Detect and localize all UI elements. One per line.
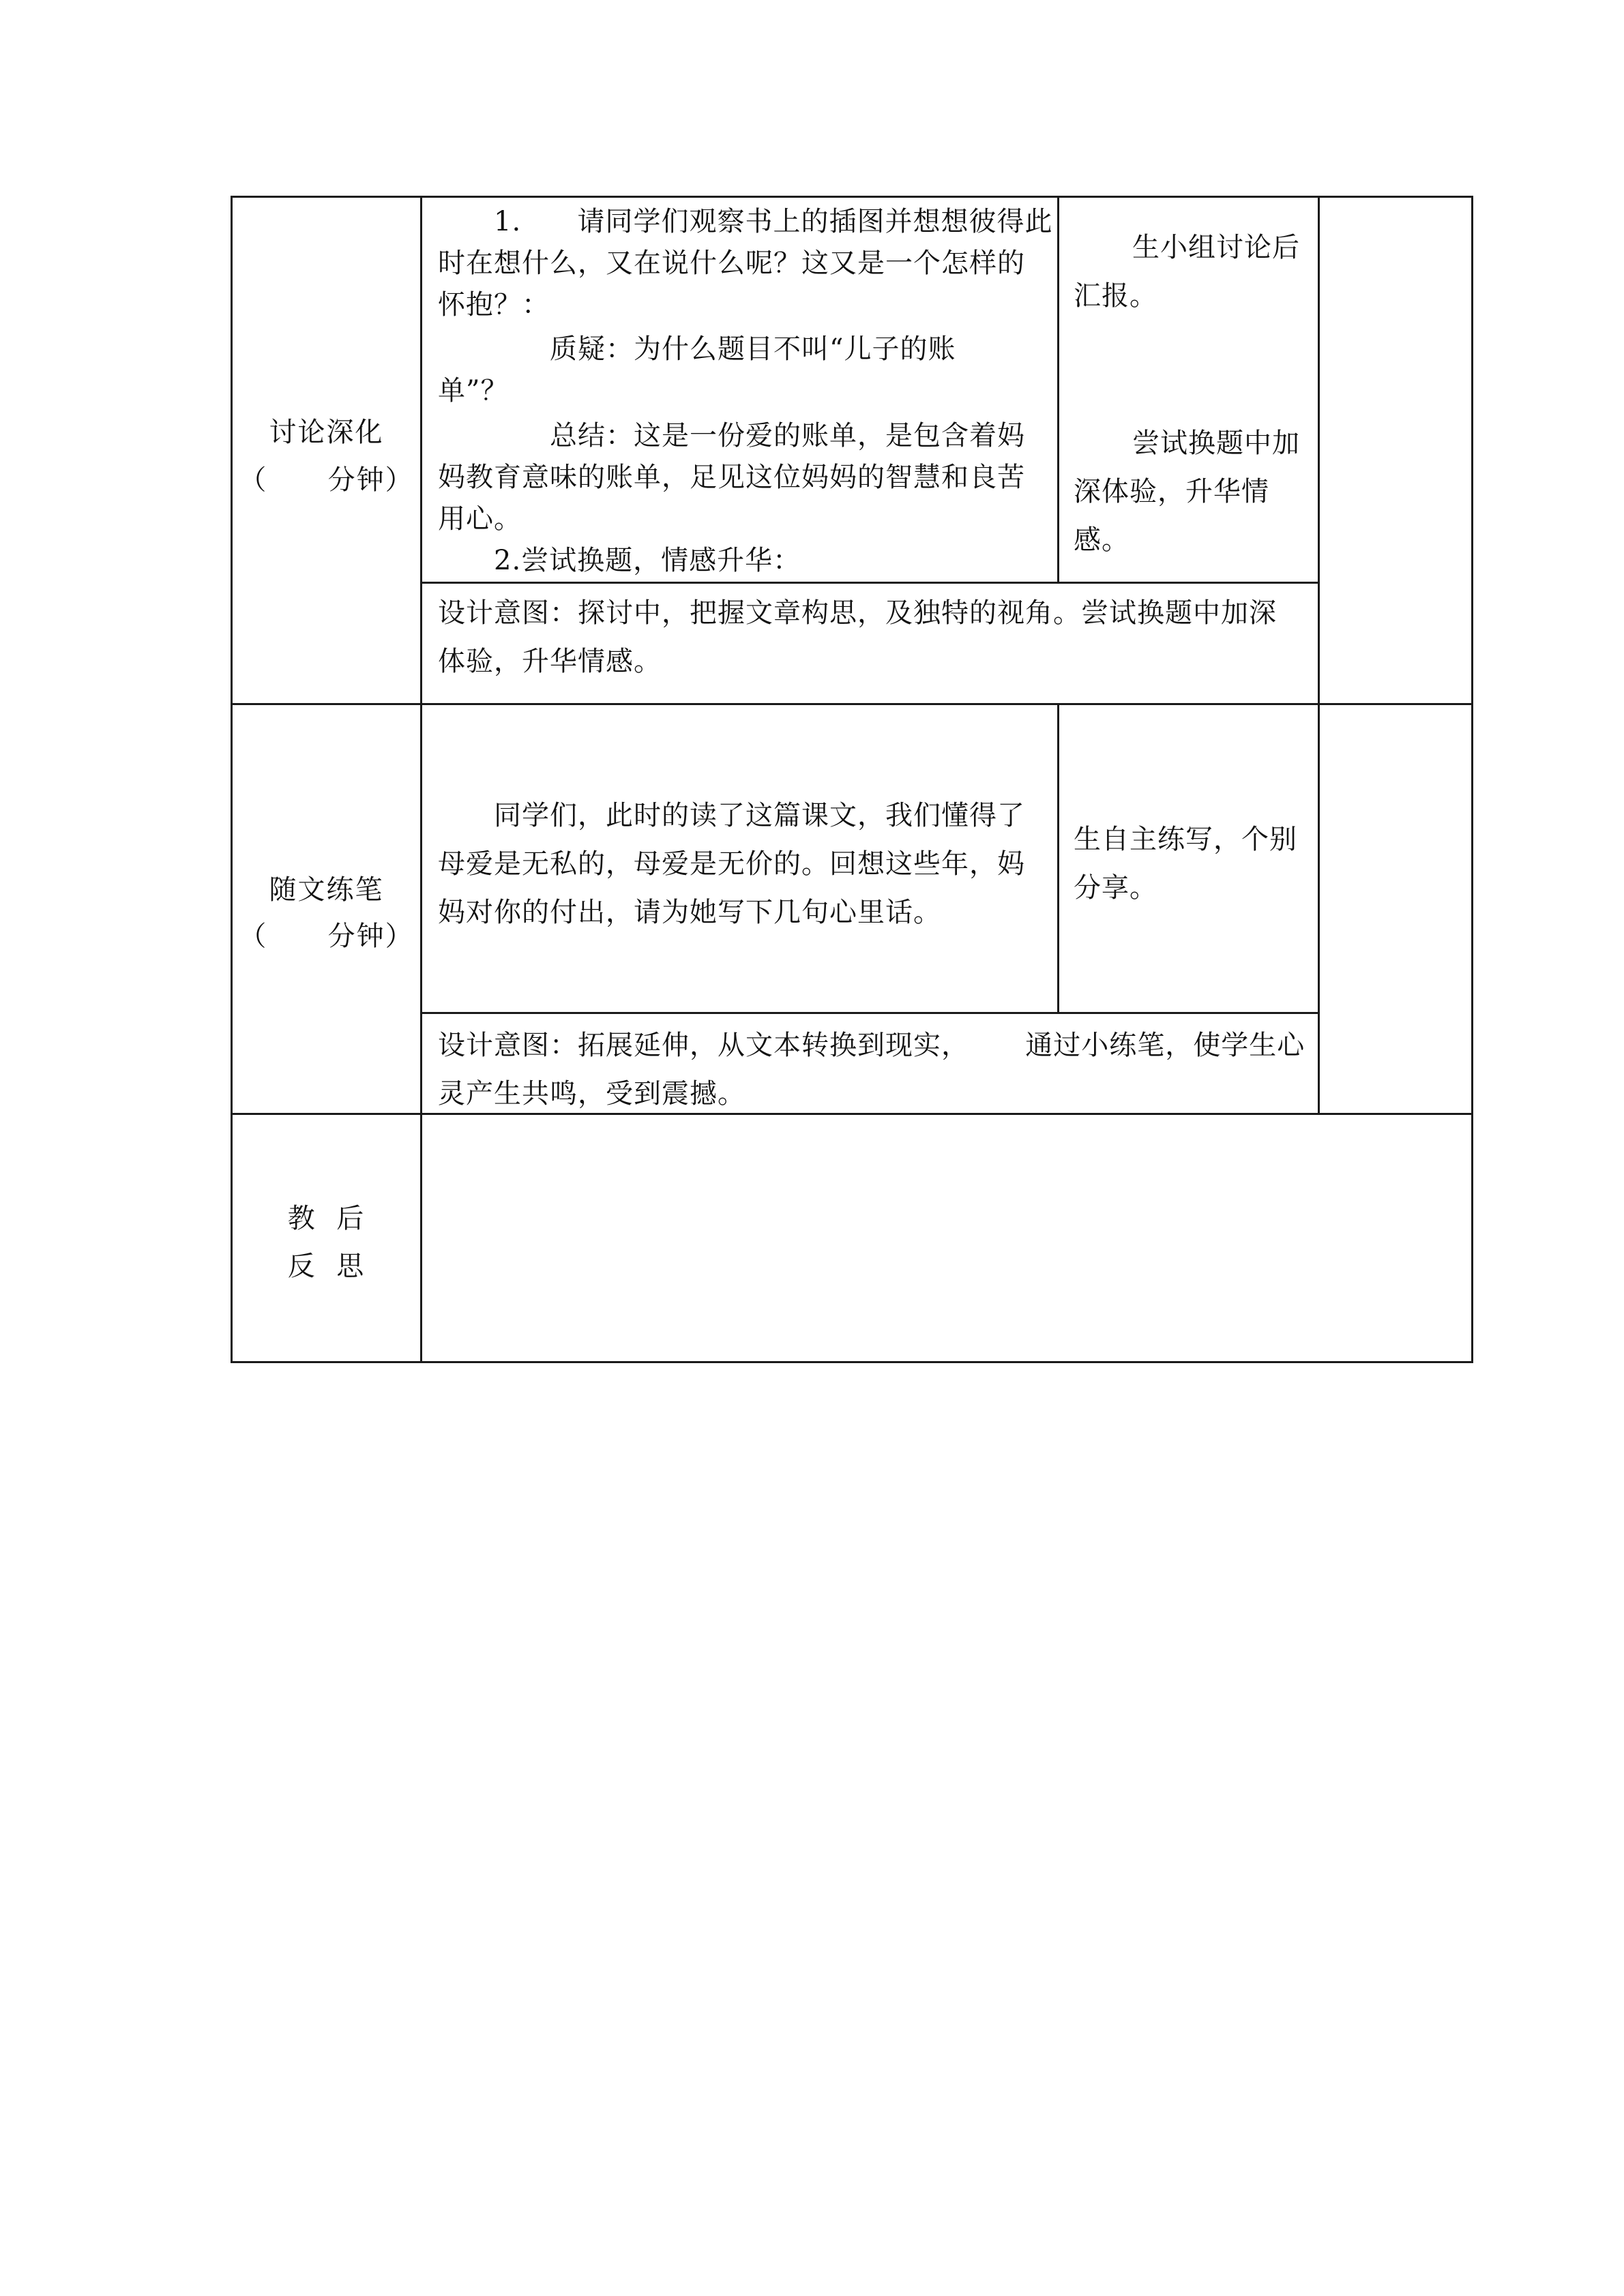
- discussion-title: 讨论深化: [269, 417, 384, 448]
- content-line: 质疑：为什么题目不叫“儿子的账: [550, 333, 956, 365]
- reflection-title-line2: 反 思: [287, 1251, 366, 1282]
- grid-line: [1471, 196, 1473, 1363]
- grid-line: [231, 1113, 1473, 1115]
- content-line: 单”？: [438, 375, 509, 406]
- design-intent-line: 灵产生共鸣，受到震撼。: [438, 1078, 745, 1109]
- grid-line: [1057, 196, 1059, 582]
- content-line: 1. 请同学们观察书上的插图并想想彼得此: [494, 206, 1053, 237]
- writing-title: 随文练笔: [269, 874, 384, 906]
- design-intent-line: 设计意图：探讨中，把握文章构思，及独特的视角。尝试换题中加深: [438, 597, 1277, 629]
- grid-line: [231, 196, 233, 1363]
- content-line: 母爱是无私的，母爱是无价的。回想这些年，妈: [438, 848, 1025, 880]
- content-line: 时在想什么，又在说什么呢？这又是一个怎样的: [438, 248, 1025, 279]
- content-line: 怀抱？：: [438, 289, 550, 320]
- student-line: 分享。: [1074, 872, 1157, 904]
- student-line: 生自主练写，个别: [1074, 824, 1297, 855]
- student-line: 感。: [1074, 524, 1130, 556]
- grid-line: [422, 1012, 1319, 1014]
- content-line: 妈对你的付出，请为她写下几句心里话。: [438, 897, 941, 928]
- content-line: 总结：这是一份爱的账单，是包含着妈: [550, 420, 1025, 451]
- discussion-duration: （ 分钟）: [239, 464, 414, 496]
- writing-duration: （ 分钟）: [239, 921, 414, 952]
- content-line: 用心。: [438, 503, 522, 535]
- design-intent-line: 体验，升华情感。: [438, 646, 662, 677]
- grid-line: [1318, 196, 1320, 1115]
- content-line: 妈教育意味的账单，足见这位妈妈的智慧和良苦: [438, 462, 1025, 493]
- content-line: 同学们，此时的读了这篇课文，我们懂得了: [494, 800, 1025, 831]
- student-line: 深体验，升华情: [1074, 476, 1269, 507]
- student-line: 尝试换题中加: [1132, 428, 1300, 459]
- content-line: 2.尝试换题，情感升华：: [494, 545, 801, 576]
- grid-line: [1057, 703, 1059, 1013]
- grid-line: [231, 703, 1473, 705]
- grid-line: [231, 1361, 1473, 1363]
- reflection-title-line1: 教 后: [287, 1203, 366, 1234]
- grid-line: [420, 196, 422, 1363]
- student-line: 生小组讨论后: [1132, 232, 1300, 263]
- design-intent-line: 设计意图：拓展延伸，从文本转换到现实， 通过小练笔，使学生心: [438, 1030, 1305, 1061]
- student-line: 汇报。: [1074, 280, 1157, 312]
